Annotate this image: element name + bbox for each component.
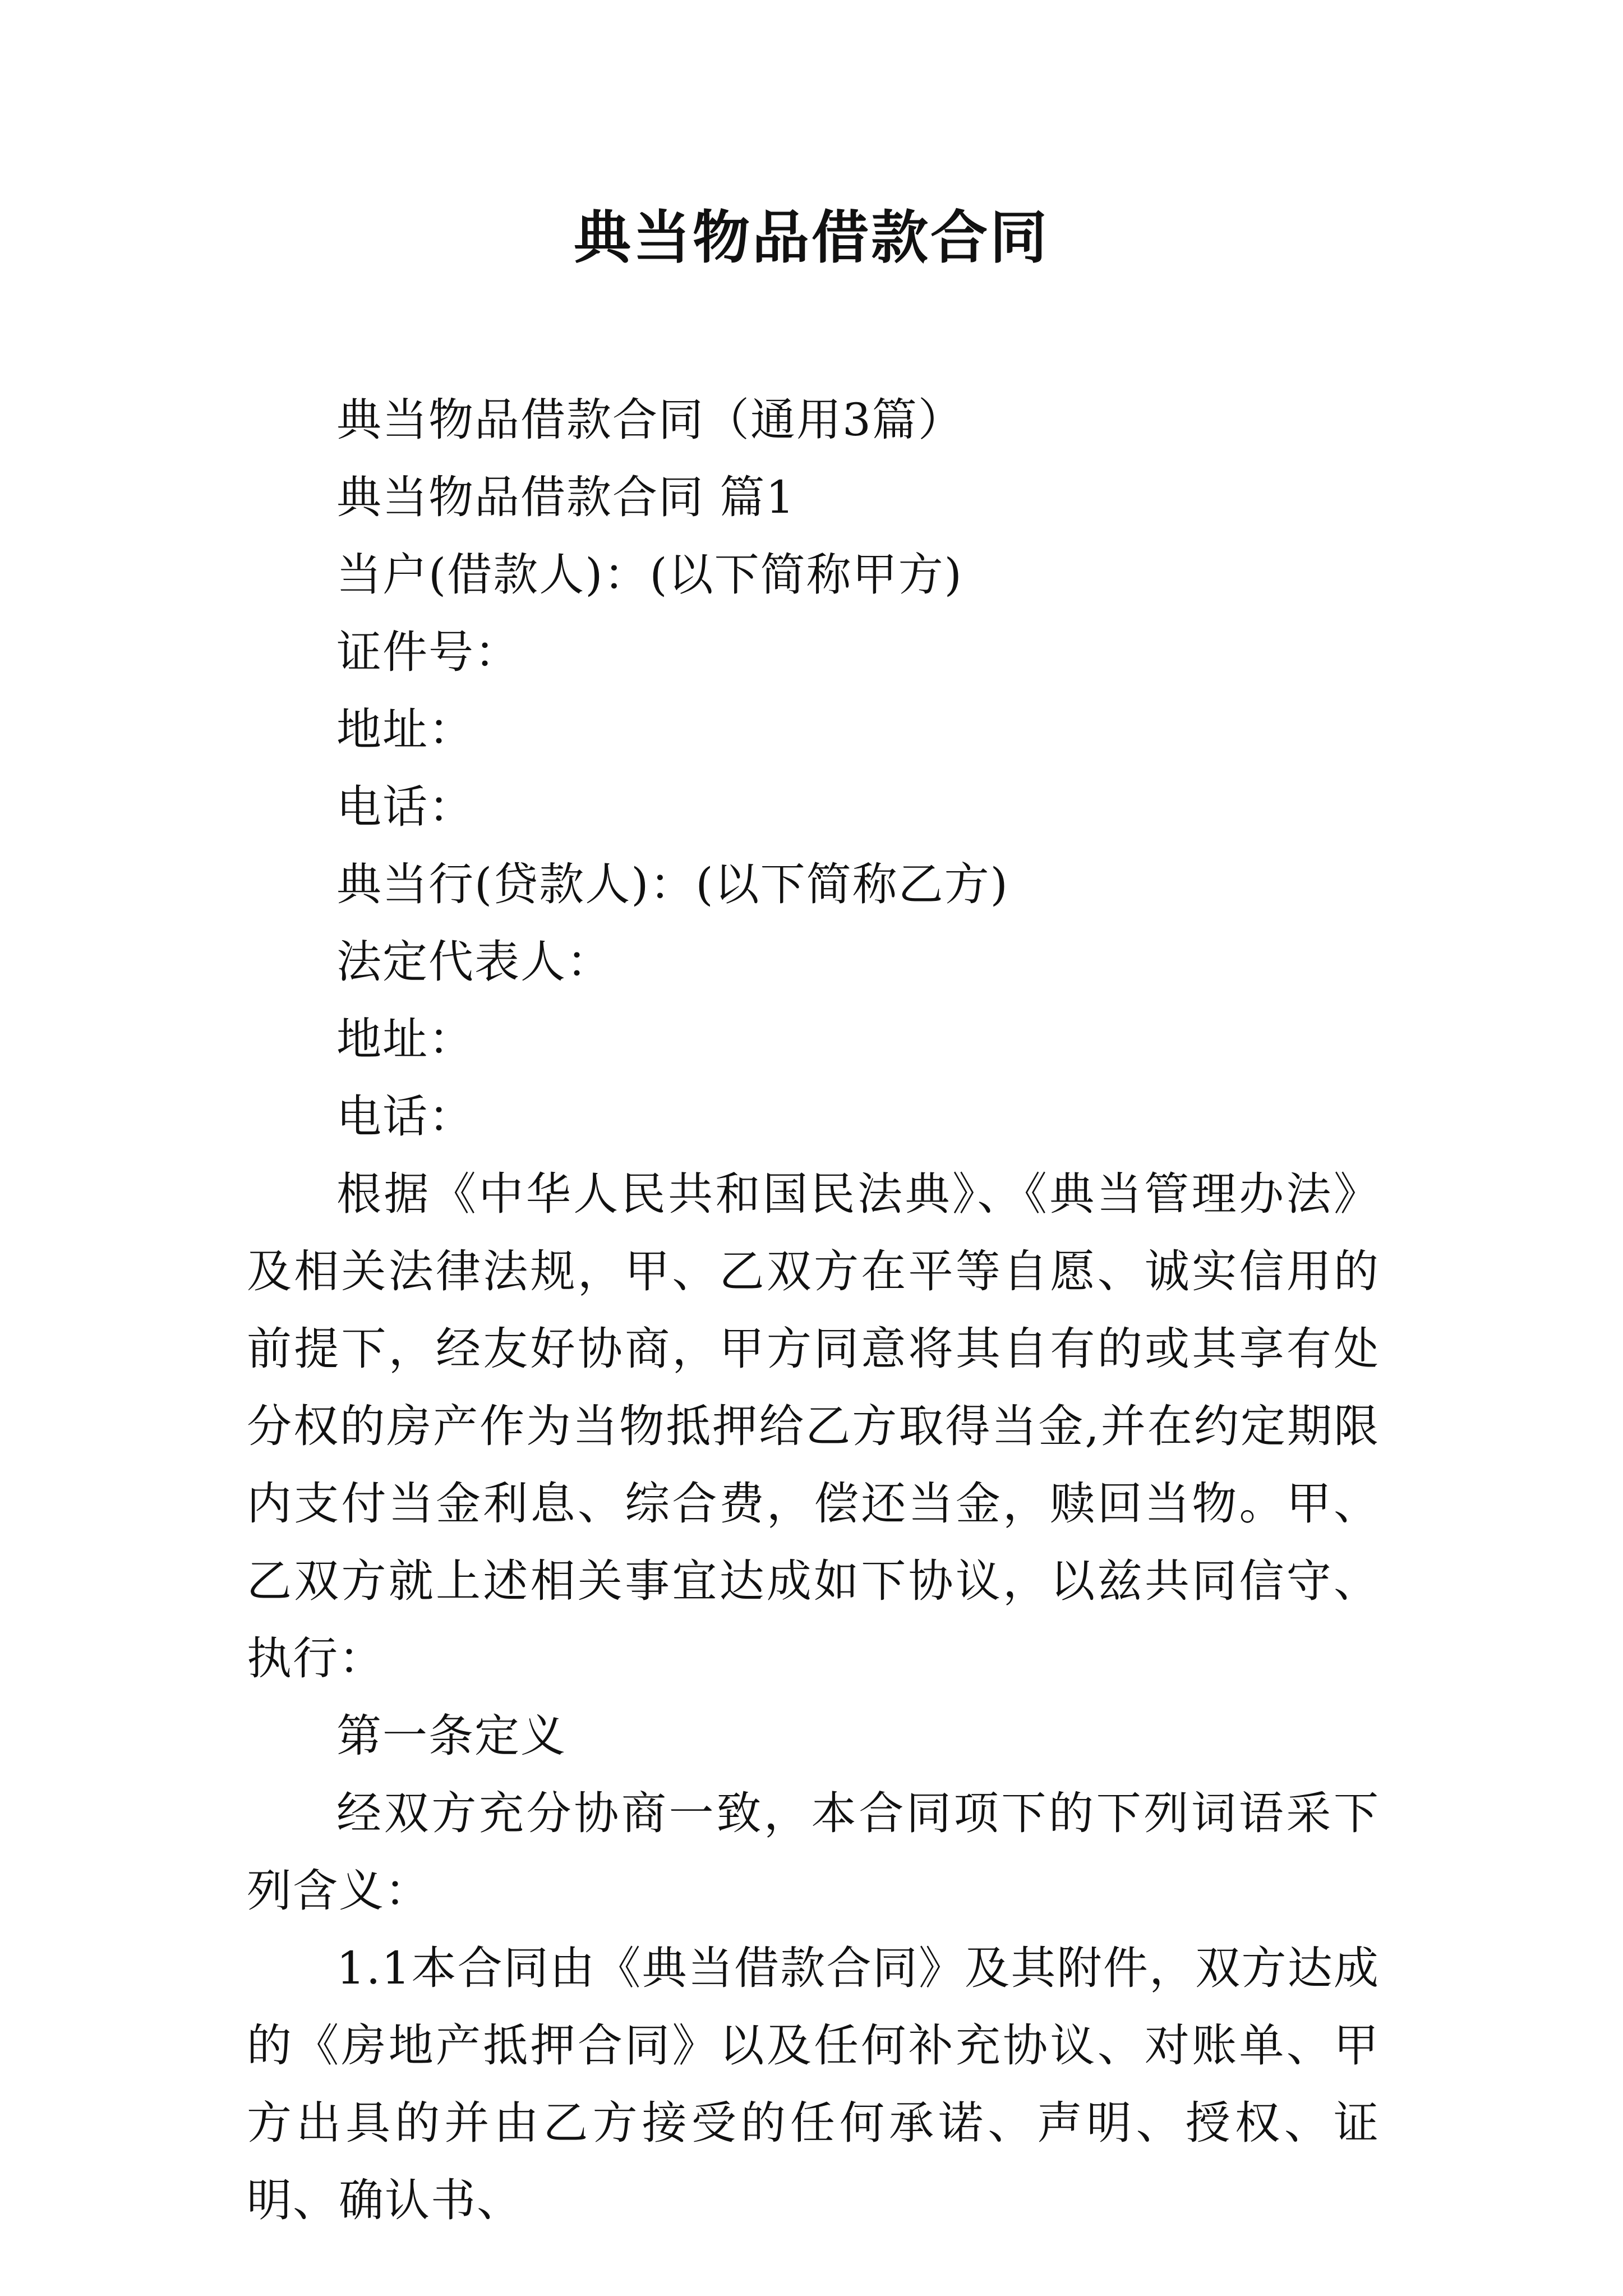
paragraph-subtitle: 典当物品借款合同（通用3篇） xyxy=(336,394,964,446)
paragraph-article-1-heading: 第一条定义 xyxy=(336,1710,566,1762)
paragraph-id-number: 证件号： xyxy=(336,626,520,678)
paragraph-section-heading: 典当物品借款合同 篇1 xyxy=(336,471,796,523)
paragraph-clause-1-1: 1.1本合同由《典当借款合同》及其附件，双方达成的《房地产抵押合同》以及任何补充协议、对账单、甲方出具的并由乙方接受的任何承诺、声明、授权、证明、确认书、 xyxy=(247,1942,1380,2226)
document-title: 典当物品借款合同 xyxy=(574,205,1049,272)
paragraph-phone-b: 电话： xyxy=(336,1091,474,1143)
paragraph-preamble: 根据《中华人民共和国民法典》、《典当管理办法》及相关法律法规，甲、乙双方在平等自愿、诚实信用的前提下，经友好协商，甲方同意将其自有的或其享有处分权的房产作为当物抵押给乙方取得当金,并在约定期限内支付当金利息、综合费，偿还当金，赎回当物。甲、乙双方就上述相关事宜达成如下协议，以兹共同信守、执行： xyxy=(247,1168,1380,1685)
paragraph-phone-a: 电话： xyxy=(336,781,474,833)
document-body xyxy=(247,381,1380,2239)
paragraph-address-b: 地址： xyxy=(336,1013,474,1065)
paragraph-definitions-intro: 经双方充分协商一致，本合同项下的下列词语采下列含义： xyxy=(247,1787,1380,1917)
paragraph-address-a: 地址： xyxy=(336,703,474,756)
paragraph-legal-rep: 法定代表人： xyxy=(336,936,612,988)
paragraph-party-b: 典当行(贷款人)：(以下简称乙方) xyxy=(336,858,1009,910)
paragraph-party-a: 当户(借款人)：(以下简称甲方) xyxy=(336,549,963,601)
